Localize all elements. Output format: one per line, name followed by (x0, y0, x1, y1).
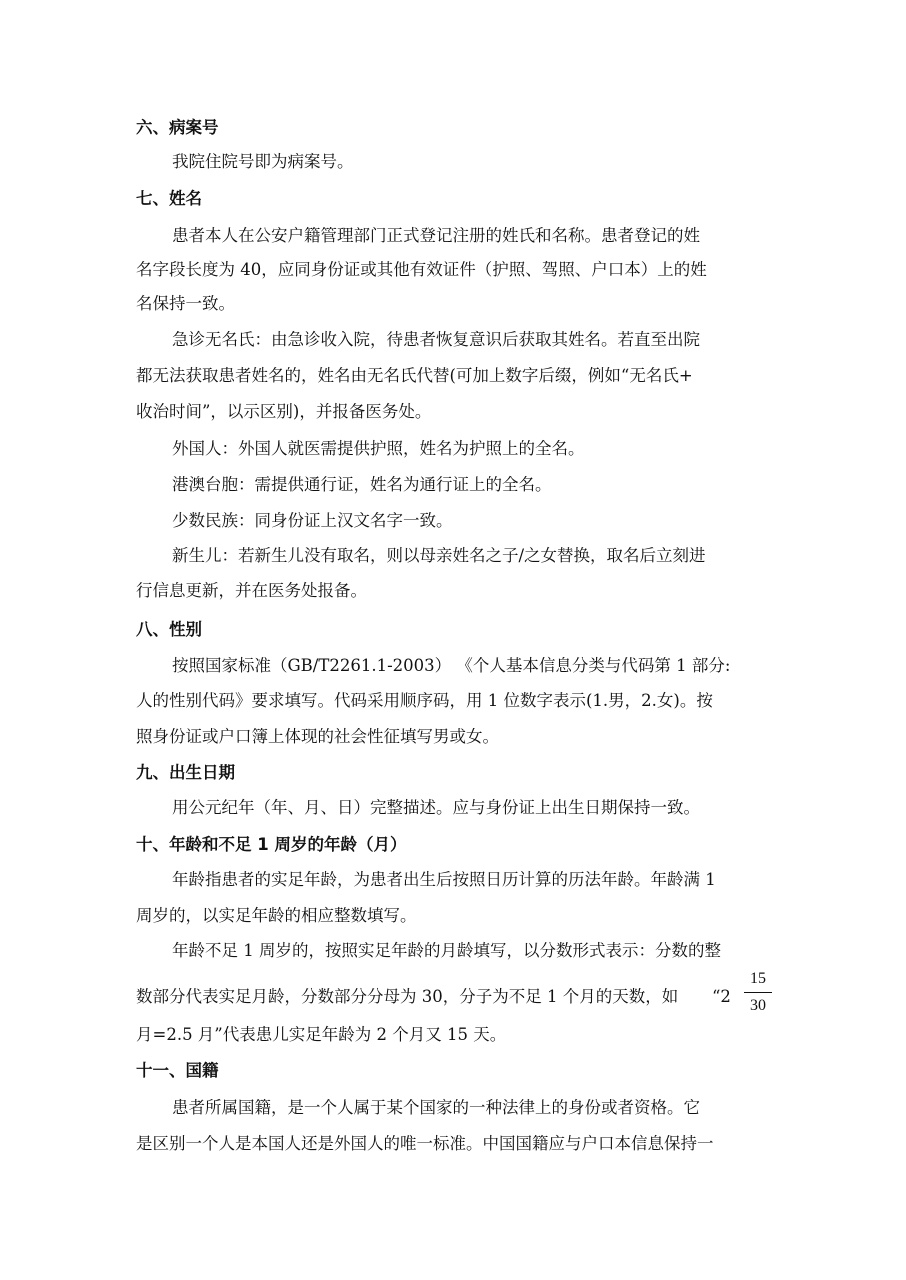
paragraph-line: 急诊无名氏：由急诊收入院，待患者恢复意识后获取其姓名。若直至出院 (172, 330, 700, 349)
paragraph-line: 用公元纪年（年、月、日）完整描述。应与身份证上出生日期保持一致。 (172, 798, 700, 817)
paragraph-line: 年龄指患者的实足年龄，为患者出生后按照日历计算的历法年龄。年龄满 1 (172, 870, 716, 889)
paragraph-line: 外国人：外国人就医需提供护照，姓名为护照上的全名。 (172, 439, 585, 458)
section-title-gender: 八、性别 (136, 620, 202, 639)
paragraph-line: 是区别一个人是本国人还是外国人的唯一标准。中国国籍应与户口本信息保持一 (136, 1134, 714, 1153)
paragraph-line: 周岁的，以实足年龄的相应整数填写。 (136, 906, 417, 925)
section-title-birth-date: 九、出生日期 (136, 763, 235, 782)
paragraph-line: 我院住院号即为病案号。 (172, 152, 354, 171)
paragraph-line: 名字段长度为 40，应同身份证或其他有效证件（护照、驾照、户口本）上的姓 (136, 260, 707, 279)
fraction-denominator: 30 (750, 997, 766, 1014)
paragraph-line: 人的性别代码》要求填写。代码采用顺序码，用 1 位数字表示(1.男，2.女)。按 (136, 691, 713, 710)
section-title-name: 七、姓名 (136, 189, 202, 208)
paragraph-line: 月=2.5 月”代表患儿实足年龄为 2 个月又 15 天。 (136, 1025, 507, 1044)
paragraph-line: 港澳台胞：需提供通行证，姓名为通行证上的全名。 (172, 475, 552, 494)
section-title-age: 十、年龄和不足 1 周岁的年龄（月） (136, 835, 407, 854)
paragraph-line: 患者本人在公安户籍管理部门正式登记注册的姓氏和名称。患者登记的姓 (172, 226, 700, 245)
paragraph-line: 少数民族：同身份证上汉文名字一致。 (172, 511, 453, 530)
paragraph-line: 患者所属国籍，是一个人属于某个国家的一种法律上的身份或者资格。它 (172, 1098, 700, 1117)
paragraph-line: 数部分代表实足月龄，分数部分分母为 30，分子为不足 1 个月的天数，如 (136, 987, 679, 1006)
paragraph-line: 行信息更新，并在医务处报备。 (136, 581, 367, 600)
section-title-medical-record-number: 六、病案号 (136, 118, 219, 137)
paragraph-line: 都无法获取患者姓名的，姓名由无名氏代替(可加上数字后缀，例如“无名氏+ (136, 366, 693, 385)
paragraph-line: 新生儿：若新生儿没有取名，则以母亲姓名之子/之女替换，取名后立刻进 (172, 546, 706, 565)
paragraph-line: 名保持一致。 (136, 294, 235, 313)
paragraph-line: 收治时间”，以示区别)，并报备医务处。 (136, 402, 432, 421)
section-title-nationality: 十一、国籍 (136, 1061, 219, 1080)
paragraph-line: 按照国家标准（GB/T2261.1-2003） 《个人基本信息分类与代码第 1 部分: (172, 656, 731, 675)
age-example-prefix: “2 (712, 987, 731, 1006)
paragraph-line: 照身份证或户口簿上体现的社会性征填写男或女。 (136, 727, 499, 746)
paragraph-line: 年龄不足 1 周岁的，按照实足年龄的月龄填写，以分数形式表示：分数的整 (172, 941, 721, 960)
fraction-bar (744, 992, 772, 993)
age-fraction (744, 968, 772, 1017)
fraction-numerator: 15 (750, 970, 766, 987)
